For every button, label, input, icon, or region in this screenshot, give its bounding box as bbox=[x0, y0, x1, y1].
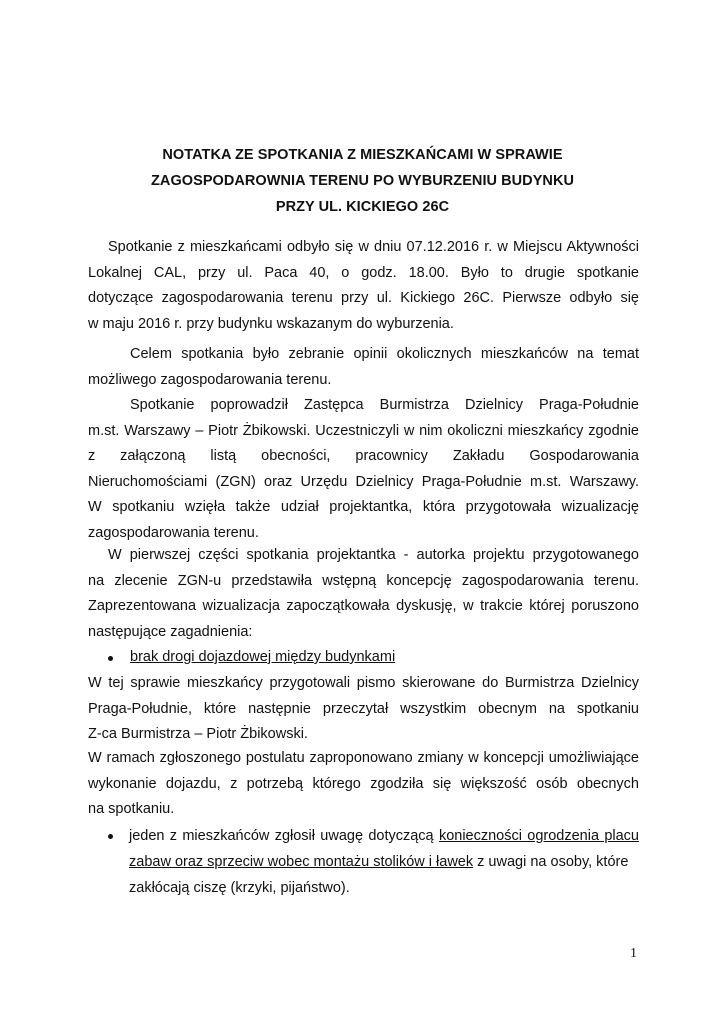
bullet-text-block bbox=[129, 823, 639, 901]
paragraph-line: m.st. Warszawy – Piotr Żbikowski. Uczestniczyli w nim okoliczni mieszkańcy zgodnie bbox=[88, 422, 639, 439]
paragraph-line: dotyczące zagospodarowania terenu przy ul. Kickiego 26C. Pierwsze odbyło się bbox=[88, 290, 639, 306]
bullet-line-1 bbox=[129, 823, 639, 849]
paragraph-line: W spotkaniu wzięła także udział projektantka, która przygotowała wizualizację bbox=[88, 499, 639, 515]
paragraph-1 bbox=[88, 235, 639, 337]
paragraph-line: w maju 2016 r. przy budynku wskazanym do wyburzenia. bbox=[88, 315, 454, 332]
paragraph-line: W ramach zgłoszonego postulatu zaproponowano zmiany w koncepcji umożliwiające bbox=[88, 750, 639, 766]
paragraph-line: możliwego zagospodarowania terenu. bbox=[88, 371, 332, 388]
paragraph-3 bbox=[88, 393, 639, 546]
paragraph-4 bbox=[88, 543, 639, 645]
page-number: 1 bbox=[630, 946, 637, 961]
paragraph-line: na zlecenie ZGN-u przedstawiła wstępną koncepcję zagospodarowania terenu. bbox=[88, 572, 639, 589]
document-title bbox=[70, 142, 655, 220]
bullet-text-prefix: jeden z mieszkańców zgłosił uwagę dotyczącą bbox=[129, 828, 439, 844]
paragraph-line: Nieruchomościami (ZGN) oraz Urzędu Dzielnicy Praga-Południe m.st. Warszawy. bbox=[88, 473, 639, 490]
paragraph-line: na spotkaniu. bbox=[88, 801, 175, 817]
paragraph-6 bbox=[88, 746, 639, 823]
paragraph-line: zagospodarowania terenu. bbox=[88, 524, 259, 541]
paragraph-line: Zaprezentowana wizualizacja zapoczątkowała dyskusję, w trakcie której poruszono bbox=[88, 598, 639, 614]
paragraph-2 bbox=[88, 342, 639, 393]
bullet-line-2 bbox=[129, 849, 639, 875]
paragraph-line: Spotkanie poprowadził Zastępca Burmistrza Dzielnicy Praga-Południe bbox=[130, 397, 639, 413]
title-line-3: PRZY UL. KICKIEGO 26C bbox=[275, 199, 450, 215]
paragraph-line: Celem spotkania było zebranie opinii okolicznych mieszkańców na temat bbox=[130, 346, 639, 362]
paragraph-line: z załączoną listą obecności, pracownicy Zakładu Gospodarowania bbox=[88, 448, 639, 464]
bullet-text-suffix: z uwagi na osoby, które bbox=[473, 854, 629, 870]
bullet-dot-icon bbox=[108, 656, 113, 661]
paragraph-line: Lokalnej CAL, przy ul. Paca 40, o godz. 18.00. Było to drugie spotkanie bbox=[88, 264, 639, 281]
bullet-text-underlined: konieczności ogrodzenia placu bbox=[438, 828, 639, 844]
paragraph-5 bbox=[88, 671, 639, 748]
paragraph-line: W pierwszej części spotkania projektantka - autorka projektu przygotowanego bbox=[108, 547, 639, 563]
title-line-2: ZAGOSPODAROWNIA TERENU PO WYBURZENIU BUDYNKU bbox=[151, 173, 574, 189]
paragraph-line: Spotkanie z mieszkańcami odbyło się w dniu 07.12.2016 r. w Miejscu Aktywności bbox=[108, 239, 639, 255]
bullet-line-3: zakłócają ciszę (krzyki, pijaństwo). bbox=[129, 880, 350, 896]
bullet-text: brak drogi dojazdowej między budynkami bbox=[130, 649, 396, 665]
paragraph-line: Praga-Południe, które następnie przeczytał wszystkim obecnym na spotkaniu bbox=[88, 700, 639, 717]
paragraph-line: wykonanie dojazdu, z potrzebą którego zgodziła się większość osób obecnych bbox=[88, 775, 639, 792]
title-line-1: NOTATKA ZE SPOTKANIA Z MIESZKAŃCAMI W SPRAWIE bbox=[162, 147, 563, 163]
bullet-dot-icon bbox=[108, 834, 113, 839]
paragraph-line: następujące zagadnienia: bbox=[88, 623, 253, 640]
paragraph-line: Z-ca Burmistrza – Piotr Żbikowski. bbox=[88, 726, 308, 742]
bullet-text-underlined: zabaw oraz sprzeciw wobec montażu stolików i ławek bbox=[129, 854, 474, 870]
paragraph-line: W tej sprawie mieszkańcy przygotowali pismo skierowane do Burmistrza Dzielnicy bbox=[88, 675, 639, 691]
